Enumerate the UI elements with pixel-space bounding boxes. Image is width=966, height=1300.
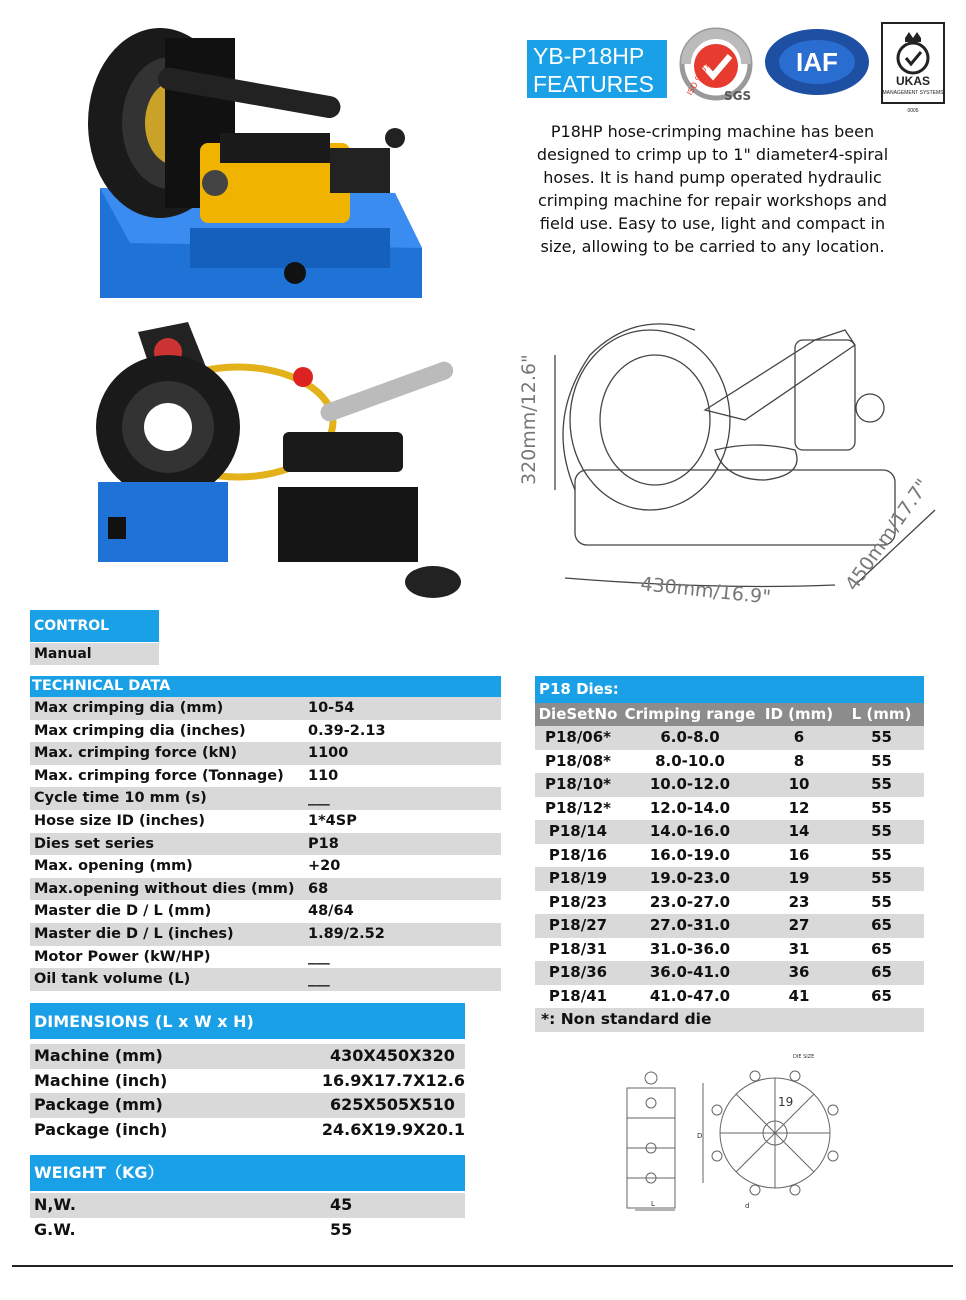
dies-note: *: Non standard die: [541, 1010, 712, 1028]
dies-cell-l: 65: [871, 963, 892, 981]
technical-data-value: 1.89/2.52: [308, 925, 385, 942]
dies-cell-l: 55: [871, 822, 892, 840]
dies-cell-dieset: P18/10*: [544, 775, 612, 793]
dies-cell-id: 14: [788, 822, 810, 840]
weight-value: 55: [330, 1219, 353, 1239]
dies-cell-dieset: P18/41: [548, 986, 608, 1005]
technical-data-value: ___: [308, 790, 330, 807]
weight-row: [30, 1193, 465, 1218]
dies-row: [535, 914, 924, 938]
dies-row: [535, 891, 924, 915]
weight-title: WEIGHT（KG）: [34, 1163, 164, 1182]
dies-cell-range: 12.0-14.0: [649, 798, 731, 817]
technical-data-value: 48/64: [308, 903, 354, 920]
technical-data-key: Motor Power (kW/HP): [34, 948, 211, 965]
technical-data-key: Oil tank volume (L): [34, 971, 191, 988]
ukas-logo: [881, 22, 945, 114]
dies-row: [535, 797, 924, 821]
model-title-box: [527, 40, 667, 98]
dies-row: [535, 938, 924, 962]
dies-cell-range: 27.0-31.0: [649, 916, 731, 934]
technical-data-key: Master die D / L (inches): [34, 925, 234, 942]
dies-cell-id: 16: [788, 845, 810, 864]
die-small-d-label: d: [745, 1202, 750, 1210]
technical-data-key: Master die D / L (mm): [34, 903, 212, 920]
dies-cell-range: 23.0-27.0: [649, 892, 731, 911]
technical-data-row: [30, 946, 501, 969]
technical-data-row: [30, 765, 501, 788]
technical-data-value: 110: [308, 767, 339, 784]
dies-cell-id: 6: [793, 728, 805, 746]
weight-key: N,W.: [34, 1195, 76, 1214]
dies-cell-range: 36.0-41.0: [649, 963, 731, 981]
dies-cell-range: 14.0-16.0: [649, 822, 731, 840]
bottom-divider: [12, 1265, 953, 1267]
technical-data-row: [30, 810, 501, 833]
technical-data-key: Max.opening without dies (mm): [34, 880, 295, 897]
dimensions-value: 16.9X17.7X12.6: [321, 1070, 465, 1090]
die-d-label: D: [697, 1132, 703, 1140]
dimensions-row: [30, 1093, 465, 1118]
control-header: [30, 610, 159, 642]
iaf-text: IAF: [796, 47, 838, 77]
control-title: CONTROL: [34, 618, 110, 634]
technical-data-value: 1*4SP: [308, 812, 357, 829]
technical-data-table: [30, 676, 501, 991]
dimensions-key: Machine (inch): [34, 1070, 168, 1090]
dies-cell-range: 31.0-36.0: [649, 939, 731, 958]
technical-data-key: Cycle time 10 mm (s): [34, 790, 207, 807]
technical-data-value: 68: [308, 880, 329, 897]
dies-cell-range: 41.0-47.0: [649, 986, 731, 1005]
dies-cell-l: 55: [871, 775, 892, 793]
dies-cell-l: 55: [871, 798, 892, 817]
dies-col-range: Crimping range: [624, 705, 756, 723]
dies-cell-dieset: P18/19: [548, 869, 608, 887]
technical-data-row: [30, 787, 501, 810]
dimensions-row: [30, 1069, 465, 1094]
weight-table: [30, 1155, 465, 1242]
dies-cell-dieset: P18/12*: [544, 798, 612, 817]
machine-photo-side: [88, 312, 468, 612]
technical-data-key: Max. opening (mm): [34, 858, 193, 875]
technical-data-key: Max. crimping force (Tonnage): [34, 767, 284, 784]
dies-col-l: L (mm): [851, 705, 912, 723]
dies-row: [535, 820, 924, 844]
technical-data-title: TECHNICAL DATA: [32, 678, 171, 694]
technical-data-row: [30, 968, 501, 991]
technical-data-key: Max crimping dia (mm): [34, 700, 224, 716]
sgs-iso-logo: [676, 24, 760, 104]
ukas-sub-text: MANAGEMENT SYSTEMS: [882, 90, 944, 96]
dimensions-value: 24.6X19.9X20.1: [321, 1119, 465, 1139]
control-value: Manual: [34, 646, 92, 662]
technical-data-value: 10-54: [308, 700, 355, 716]
technical-data-header: [30, 676, 501, 697]
dies-row: [535, 844, 924, 868]
dimensions-title: DIMENSIONS (L x W x H): [34, 1012, 254, 1031]
dies-cell-dieset: P18/08*: [544, 751, 612, 770]
dies-row: [535, 961, 924, 985]
dies-cell-l: 55: [871, 869, 892, 887]
dies-col-dieset: DieSetNo: [538, 705, 618, 723]
length-label: 430mm/16.9": [639, 573, 772, 609]
weight-value: 45: [330, 1195, 353, 1214]
dies-header: [535, 676, 924, 703]
die-diagram: [615, 1048, 855, 1218]
width-label: 450mm/17.7": [841, 475, 935, 595]
dies-cell-l: 65: [871, 916, 892, 934]
dies-cell-dieset: P18/31: [548, 939, 608, 958]
dies-cell-id: 10: [788, 775, 810, 793]
weight-row: [30, 1218, 465, 1243]
dies-cell-l: 55: [871, 845, 892, 864]
die-size-label: DIE SIZE: [793, 1054, 815, 1060]
technical-data-row: [30, 855, 501, 878]
machine-photo-top: [70, 18, 430, 323]
dies-cell-dieset: P18/23: [548, 892, 608, 911]
ukas-text: UKAS: [895, 74, 931, 88]
die-center-label: 19: [778, 1095, 794, 1109]
dies-cell-id: 12: [788, 798, 810, 817]
technical-data-row: [30, 833, 501, 856]
dies-rows: [535, 726, 924, 1008]
technical-data-value: +20: [308, 858, 341, 875]
dies-cell-dieset: P18/14: [548, 822, 608, 840]
product-description: P18HP hose-crimping machine has been designed to crimp up to 1" diameter4-spiral hoses. It is hand pump operated hydraulic crimping machine for repair workshops and field use. Easy to use, light and compact in size, allowing to be carried to any location.: [536, 122, 889, 256]
dies-col-id: ID (mm): [764, 705, 834, 723]
model-title: YB-P18HP: [533, 43, 645, 69]
iso-text: ISO 9001: [685, 60, 712, 97]
technical-data-value: 0.39-2.13: [308, 722, 386, 739]
technical-data-value: 1100: [308, 745, 349, 762]
dimensions-header: [30, 1003, 465, 1039]
dies-cell-dieset: P18/16: [548, 845, 608, 864]
dimensions-rows: [30, 1044, 465, 1142]
dies-cell-id: 31: [788, 939, 810, 958]
dies-column-headers: [535, 703, 924, 726]
dies-cell-range: 16.0-19.0: [649, 845, 731, 864]
technical-data-row: [30, 720, 501, 743]
dies-cell-id: 23: [788, 892, 810, 911]
technical-data-key: Hose size ID (inches): [34, 812, 205, 829]
dimensions-key: Package (mm): [34, 1095, 163, 1114]
ukas-num-text: 0005: [907, 108, 919, 114]
dimensions-row: [30, 1044, 465, 1069]
dimensions-key: Package (inch): [34, 1119, 168, 1139]
dies-cell-dieset: P18/06*: [544, 728, 612, 746]
technical-data-key: Max crimping dia (inches): [34, 722, 246, 739]
dies-cell-l: 65: [871, 939, 892, 958]
dimensions-table: [30, 1003, 465, 1142]
iaf-logo: [763, 27, 871, 97]
technical-data-value: P18: [308, 835, 339, 852]
dies-cell-dieset: P18/36: [548, 963, 608, 981]
weight-rows: [30, 1193, 465, 1242]
dies-cell-range: 19.0-23.0: [649, 869, 731, 887]
dies-cell-l: 65: [871, 986, 892, 1005]
dimensions-value: 430X450X320: [330, 1046, 455, 1065]
technical-data-key: Max. crimping force (kN): [34, 745, 237, 762]
technical-data-row: [30, 900, 501, 923]
dies-cell-l: 55: [871, 728, 892, 746]
dies-table: [535, 676, 924, 1032]
technical-data-value: ___: [308, 948, 330, 965]
technical-data-row: [30, 923, 501, 946]
dies-cell-range: 10.0-12.0: [649, 775, 731, 793]
dies-cell-id: 36: [788, 963, 810, 981]
dies-row: [535, 773, 924, 797]
dies-row: [535, 867, 924, 891]
dies-cell-range: 8.0-10.0: [655, 751, 725, 770]
dimension-drawing: [515, 300, 955, 615]
dies-row: [535, 726, 924, 750]
dies-row: [535, 750, 924, 774]
weight-header: [30, 1155, 465, 1191]
height-label: 320mm/12.6": [518, 354, 540, 485]
dies-title: P18 Dies:: [539, 680, 619, 698]
dies-cell-id: 27: [788, 916, 810, 934]
sgs-text: SGS: [724, 89, 752, 103]
dies-cell-id: 19: [788, 869, 810, 887]
dimensions-row: [30, 1118, 465, 1143]
dies-cell-l: 55: [871, 751, 892, 770]
dimensions-key: Machine (mm): [34, 1046, 163, 1065]
die-l-label: L: [651, 1200, 655, 1208]
dies-cell-id: 8: [793, 751, 805, 770]
features-title: FEATURES: [533, 71, 654, 97]
technical-data-row: [30, 878, 501, 901]
dies-cell-l: 55: [871, 892, 892, 911]
dies-cell-range: 6.0-8.0: [660, 728, 720, 746]
dies-cell-id: 41: [788, 986, 810, 1005]
technical-data-row: [30, 742, 501, 765]
dies-cell-dieset: P18/27: [548, 916, 608, 934]
technical-data-key: Dies set series: [34, 835, 155, 852]
technical-data-value: ___: [308, 971, 330, 988]
weight-key: G.W.: [34, 1219, 76, 1239]
dies-row: [535, 985, 924, 1009]
dies-note-row: [535, 1008, 924, 1032]
technical-data-rows: [30, 697, 501, 991]
technical-data-row: [30, 697, 501, 720]
control-value-row: [30, 643, 159, 665]
dimensions-value: 625X505X510: [330, 1095, 455, 1114]
